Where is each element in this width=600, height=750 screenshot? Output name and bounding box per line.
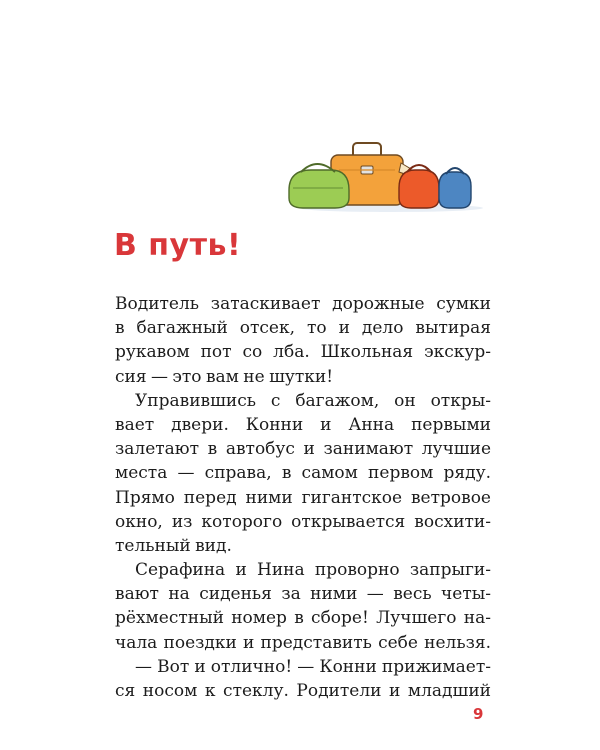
text-line: рукавом пот со лба. Школьная экскур- [115, 342, 491, 363]
text-line: — Вот и отлично! — Конни прижимает- [135, 656, 491, 677]
chapter-title: В путь! [114, 228, 242, 263]
page-number: 9 [473, 705, 484, 723]
text-line: тельный вид. [115, 535, 232, 556]
text-line: Серафина и Нина проворно запрыги- [135, 560, 491, 581]
text-line: сия — это вам не шутки! [115, 366, 334, 387]
text-line: вают на сиденья за ними — весь четы- [115, 584, 491, 605]
luggage-icon [283, 130, 483, 220]
text-line: ся носом к стеклу. Родители и младший [115, 681, 491, 701]
text-line: рёхместный номер в сборе! Лучшего на- [115, 608, 491, 629]
text-line: Водитель затаскивает дорожные сумки [115, 294, 491, 314]
body-text [115, 292, 491, 703]
text-line: вает двери. Конни и Анна первыми [115, 414, 491, 435]
text-line: Прямо перед ними гигантское ветровое [115, 487, 491, 508]
text-line: окно, из которого открывается восхити- [115, 511, 491, 532]
text-line: Управившись с багажом, он откры- [135, 390, 491, 411]
blue-bag-icon [439, 168, 471, 208]
text-line: в багажный отсек, то и дело вытирая [115, 318, 491, 339]
text-line: чала поездки и представить себе нельзя. [115, 632, 491, 653]
text-line: залетают в автобус и занимают лучшие [115, 439, 491, 460]
text-line: места — справа, в самом первом ряду. [115, 463, 491, 484]
